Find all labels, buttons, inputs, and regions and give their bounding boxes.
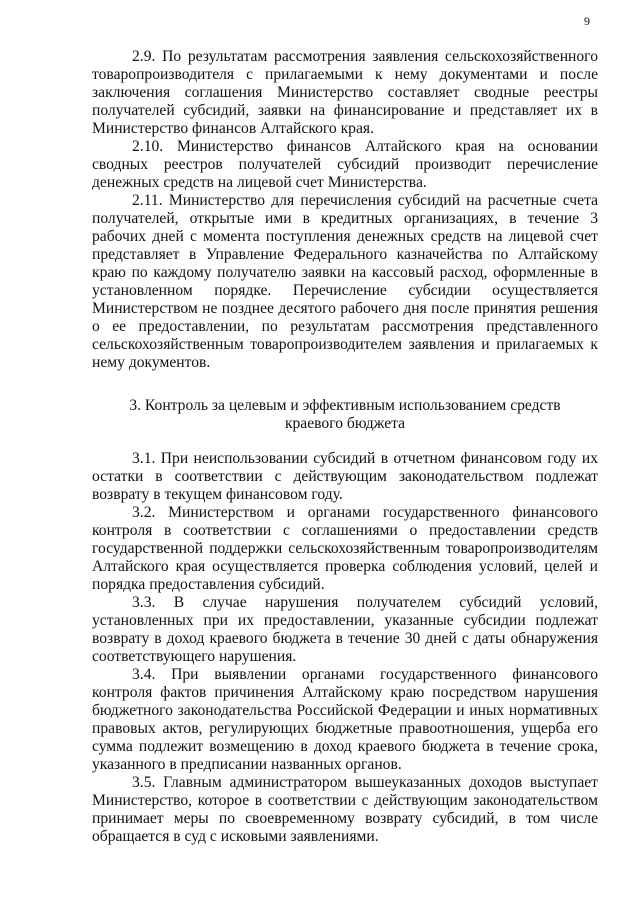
paragraph-3-4: 3.4. При выявлении органами государственного финансового контроля фактов причинения Алтайскому краю посредством нарушения бюджетного законодательства Российской Федерации и иных нормативных правовых актов, регулирующих бюджетные правоотношения, ущерба его сумма подлежит возмещению в доход краевого бюджета в течение срока, указанного в предписании названных органов. [92, 666, 598, 773]
paragraph-3-5: 3.5. Главным администратором вышеуказанных доходов выступает Министерство, которое в соответствии с действующим законодательством принимает меры по своевременному возврату субсидий, в том числе обращается в суд с исковыми заявлениями. [92, 774, 598, 845]
paragraph-2-11: 2.11. Министерство для перечисления субсидий на расчетные счета получателей, открытые ими в кредитных организациях, в течение 3 рабочих дней с момента поступления денежных средств на лицевой счет представляет в Управление Федерального казначейства по Алтайскому краю по каждому получателю заявки на кассовый расход, оформленные в установленном порядке. Перечисление субсидии осуществляется Министерством не позднее десятого рабочего дня после принятия решения о ее предоставлении, по результатам рассмотрения представленного сельскохозяйственным товаропроизводителем заявления и прилагаемых к нему документов. [92, 192, 598, 371]
paragraph-3-3: 3.3. В случае нарушения получателем субсидий условий, установленных при их предоставлении, указанные субсидии подлежат возврату в доход краевого бюджета в течение 30 дней с даты обнаружения соответствующего нарушения. [92, 594, 598, 665]
paragraph-3-2: 3.2. Министерством и органами государственного финансового контроля в соответствии с соглашениями о предоставлении средств государственной поддержки сельскохозяйственным товаропроизводителям Алтайского края осуществляется проверка соблюдения условий, целей и порядка предоставления субсидий. [92, 504, 598, 593]
document-body [92, 48, 598, 846]
paragraph-2-10: 2.10. Министерство финансов Алтайского края на основании сводных реестров получателей субсидий производит перечисление денежных средств на лицевой счет Министерства. [92, 138, 598, 191]
paragraph-2-9: 2.9. По результатам рассмотрения заявления сельскохозяйственного товаропроизводителя с прилагаемыми к нему документами и после заключения соглашения Министерство составляет сводные реестры получателей субсидий, заявки на финансирование и представляет их в Министерство финансов Алтайского края. [92, 48, 598, 137]
section-3-heading: 3. Контроль за целевым и эффективным использованием средств краевого бюджета [129, 397, 561, 432]
paragraph-3-1: 3.1. При неиспользовании субсидий в отчетном финансовом году их остатки в соответствии с действующим законодательством подлежат возврату в текущем финансовом году. [92, 450, 598, 503]
page-number: 9 [584, 14, 590, 28]
